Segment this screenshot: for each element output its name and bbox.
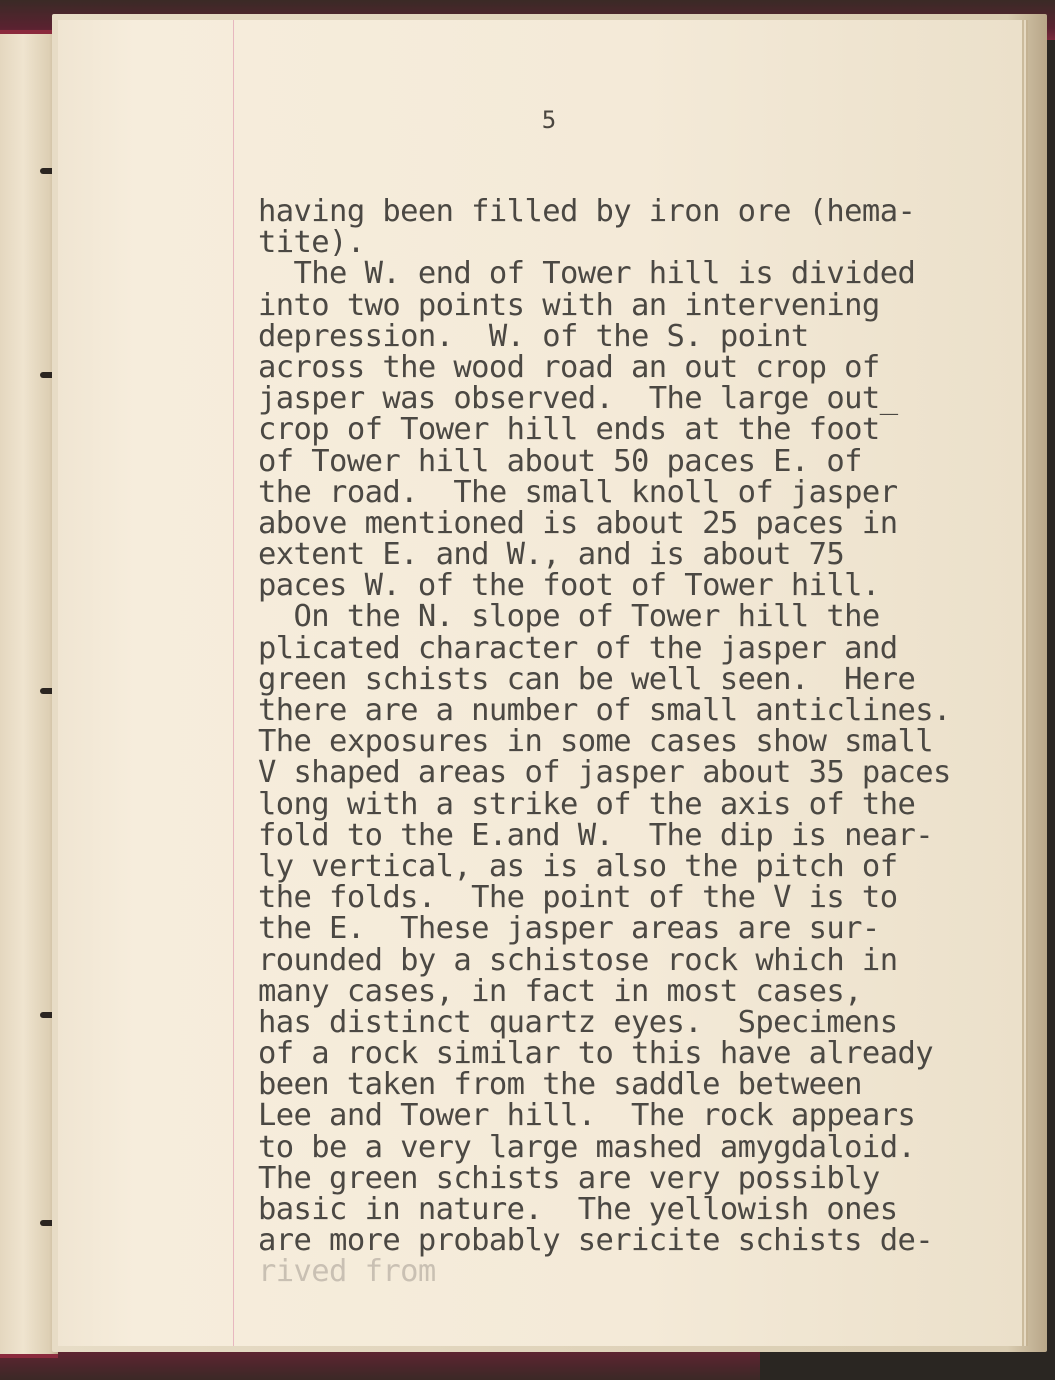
text-line: V shaped areas of jasper about 35 paces bbox=[258, 755, 951, 791]
text-line: jasper was observed. The large out_ bbox=[258, 381, 898, 417]
text-line: tite). bbox=[258, 225, 365, 261]
faded-text-line: rived from bbox=[258, 1254, 436, 1290]
text-line: of a rock similar to this have already bbox=[258, 1036, 933, 1072]
text-line: above mentioned is about 25 paces in bbox=[258, 505, 898, 541]
text-line: to be a very large mashed amygdaloid. bbox=[258, 1129, 916, 1165]
text-line: On the N. slope of Tower hill the bbox=[258, 599, 880, 635]
text-line: Lee and Tower hill. The rock appears bbox=[258, 1098, 916, 1134]
typewritten-page bbox=[58, 20, 1022, 1346]
text-line: across the wood road an out crop of bbox=[258, 349, 880, 385]
text-line: long with a strike of the axis of the bbox=[258, 786, 916, 822]
text-line: green schists can be well seen. Here bbox=[258, 661, 916, 697]
text-line: ly vertical, as is also the pitch of bbox=[258, 848, 898, 884]
body-text bbox=[258, 196, 1018, 1288]
text-line: into two points with an intervening bbox=[258, 287, 880, 323]
text-line: the road. The small knoll of jasper bbox=[258, 474, 898, 510]
text-line: rounded by a schistose rock which in bbox=[258, 942, 898, 978]
margin-rule bbox=[233, 20, 234, 1346]
text-line: paces W. of the foot of Tower hill. bbox=[258, 568, 880, 604]
text-line: been taken from the saddle between bbox=[258, 1067, 862, 1103]
text-line: extent E. and W., and is about 75 bbox=[258, 537, 845, 573]
text-line: The W. end of Tower hill is divided bbox=[258, 256, 916, 292]
text-line: of Tower hill about 50 paces E. of bbox=[258, 443, 862, 479]
text-line: many cases, in fact in most cases, bbox=[258, 973, 862, 1009]
text-line: plicated character of the jasper and bbox=[258, 630, 898, 666]
text-line: has distinct quartz eyes. Specimens bbox=[258, 1004, 898, 1040]
text-line: fold to the E.and W. The dip is near- bbox=[258, 817, 933, 853]
text-line: depression. W. of the S. point bbox=[258, 318, 809, 354]
text-line: The green schists are very possibly bbox=[258, 1160, 880, 1196]
text-line: are more probably sericite schists de- bbox=[258, 1223, 933, 1259]
text-line: the E. These jasper areas are sur- bbox=[258, 911, 880, 947]
text-line: The exposures in some cases show small bbox=[258, 724, 933, 760]
text-line: there are a number of small anticlines. bbox=[258, 693, 951, 728]
left-page-edge bbox=[0, 30, 58, 1358]
text-line: basic in nature. The yellowish ones bbox=[258, 1192, 898, 1227]
page-number: 5 bbox=[541, 106, 557, 134]
text-line: crop of Tower hill ends at the foot bbox=[258, 412, 880, 448]
text-line: having been filled by iron ore (hema- bbox=[258, 194, 916, 229]
text-line: the folds. The point of the V is to bbox=[258, 880, 898, 916]
